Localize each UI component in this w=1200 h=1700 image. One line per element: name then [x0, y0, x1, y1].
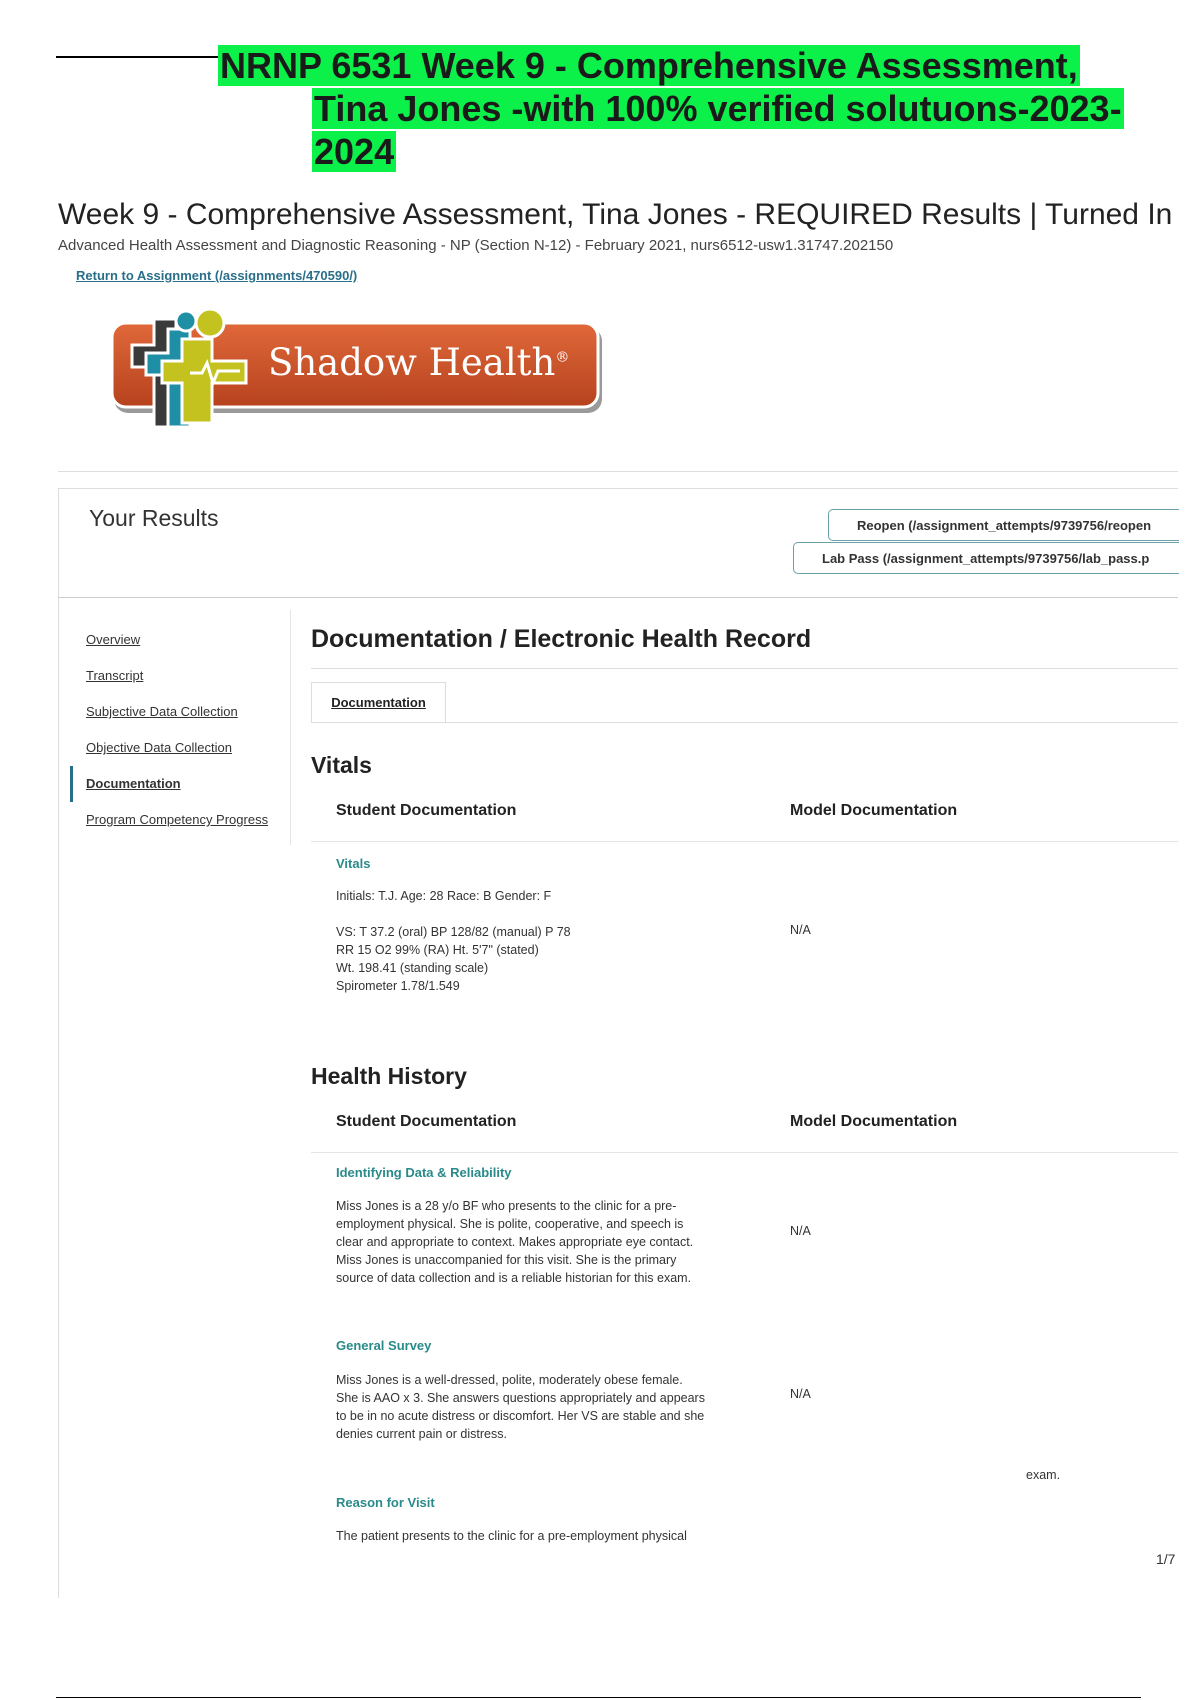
- identifying-data-subtitle: Identifying Data & Reliability: [336, 1165, 512, 1180]
- nav-divider: [290, 610, 291, 845]
- vitals-initials: Initials: T.J. Age: 28 Race: B Gender: F: [336, 889, 552, 903]
- identifying-data-text: Miss Jones is a 28 y/o BF who presents to the clinic for a pre- employment physical. She is polite, cooperative, and speech is clear and appropriate to context. Makes appropriate eye contact. Miss Jones is unaccompanied for this visit. She is the primary source of data collection and is a reliable historian for this exam.: [336, 1199, 694, 1285]
- bottom-rule: [56, 1697, 1141, 1698]
- identifying-model-value: N/A: [790, 1224, 811, 1238]
- history-model-header: Model Documentation: [790, 1113, 958, 1130]
- tab-documentation[interactable]: Documentation: [311, 682, 446, 722]
- health-history-section-title: Health History: [311, 1063, 467, 1089]
- title-line-3: 2024: [314, 131, 395, 172]
- document-title: [218, 44, 1158, 173]
- general-survey-text: Miss Jones is a well-dressed, polite, moderately obese female. She is AAO x 3. She answers questions appropriately and appears to be in no acute distress or discomfort. Her VS are stable and she denies current pain or distress.: [336, 1373, 705, 1441]
- vitals-header-rule: [311, 841, 1178, 842]
- return-to-assignment-link[interactable]: Return to Assignment (/assignments/470590/): [76, 268, 358, 283]
- lab-pass-button[interactable]: Lab Pass (/assignment_attempts/9739756/lab_pass.p: [793, 542, 1179, 574]
- stray-text: exam.: [1026, 1468, 1061, 1482]
- nav-item-transcript[interactable]: Transcript: [86, 668, 144, 683]
- page-number: 1/7: [1156, 1551, 1176, 1567]
- vitals-section-title: Vitals: [311, 752, 372, 778]
- vitals-values: VS: T 37.2 (oral) BP 128/82 (manual) P 78 RR 15 O2 99% (RA) Ht. 5'7" (stated) Wt. 198.41 (standing scale) Spirometer 1.78/1.549: [336, 925, 571, 993]
- shadow-health-logo: [110, 305, 610, 443]
- general-survey-model-value: N/A: [790, 1387, 811, 1401]
- title-line-2: Tina Jones -with 100% verified solutuons-2023-: [314, 88, 1122, 129]
- nav-item-program-competency-progress[interactable]: Program Competency Progress: [86, 812, 269, 827]
- vitals-model-value: N/A: [790, 923, 811, 937]
- results-panel: [58, 488, 1178, 598]
- history-student-header: Student Documentation: [336, 1113, 517, 1130]
- page-title: Week 9 - Comprehensive Assessment, Tina Jones - REQUIRED Results | Turned In: [58, 198, 1173, 231]
- reason-for-visit-text: The patient presents to the clinic for a pre-employment physical: [336, 1529, 687, 1543]
- nav-item-objective-data-collection[interactable]: Objective Data Collection: [86, 740, 232, 755]
- results-title: Your Results: [89, 505, 219, 531]
- vitals-model-header: Model Documentation: [790, 802, 958, 819]
- nav-item-overview[interactable]: Overview: [86, 632, 141, 647]
- history-header-rule: [311, 1152, 1178, 1153]
- logo-text: Shadow Health®: [268, 341, 570, 384]
- documentation-title: Documentation / Electronic Health Record: [311, 625, 812, 653]
- reason-for-visit-subtitle: Reason for Visit: [336, 1495, 435, 1510]
- content-left-border: [58, 598, 59, 1598]
- reopen-button[interactable]: Reopen (/assignment_attempts/9739756/reopen: [828, 509, 1179, 541]
- general-survey-subtitle: General Survey: [336, 1338, 432, 1353]
- title-rule: [311, 668, 1178, 669]
- course-subtitle: Advanced Health Assessment and Diagnostic Reasoning - NP (Section N-12) - February 2021, nurs6512-usw1.31747.202150: [58, 237, 894, 254]
- vitals-student-header: Student Documentation: [336, 802, 517, 819]
- registered-mark: ®: [555, 349, 570, 366]
- vitals-subtitle: Vitals: [336, 856, 371, 871]
- nav-item-documentation[interactable]: Documentation: [70, 766, 290, 802]
- section-divider: [58, 471, 1178, 472]
- nav-item-subjective-data-collection[interactable]: Subjective Data Collection: [86, 704, 238, 719]
- top-rule: [56, 56, 220, 58]
- title-line-1: NRNP 6531 Week 9 - Comprehensive Assessment,: [220, 45, 1078, 86]
- tab-rule: [311, 722, 1178, 723]
- sidebar-nav: [70, 622, 290, 838]
